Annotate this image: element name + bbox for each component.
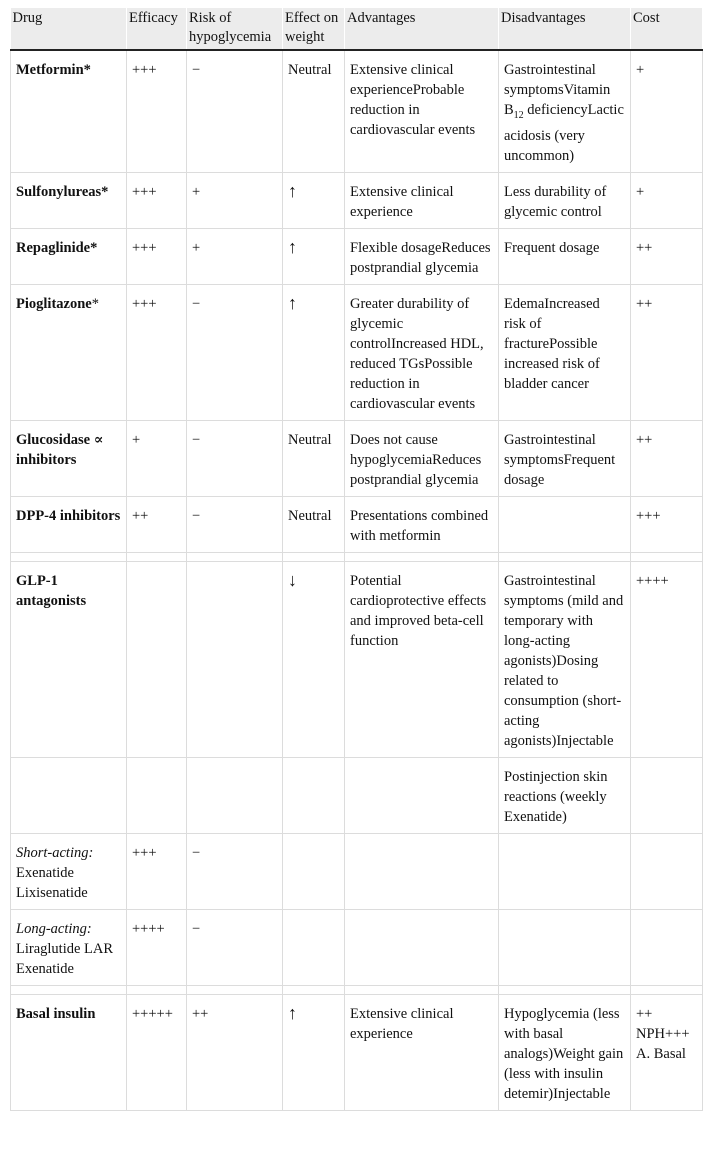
header-row xyxy=(11,8,703,50)
drug-cell: Glucosidase ∝ inhibitors xyxy=(11,420,127,496)
drug-name: Pioglitazone xyxy=(16,295,92,312)
drug-cell: Repaglinide* xyxy=(11,228,127,284)
header-hypoglycemia: Risk of hypoglycemia xyxy=(187,8,283,50)
advantages-cell: Extensive clinical experience xyxy=(345,994,499,1110)
table-row-metformin xyxy=(11,50,703,172)
table-row-pioglitazone xyxy=(11,284,703,420)
cost-cell: ++ NPH+++ A. Basal xyxy=(631,994,703,1110)
disadvantages-cell: Gastrointestinal symptomsFrequent dosage xyxy=(499,420,631,496)
weight-cell: Neutral xyxy=(283,420,345,496)
advantages-cell: Flexible dosageReduces postprandial glycemia xyxy=(345,228,499,284)
efficacy-cell xyxy=(127,561,187,757)
hypoglycemia-cell xyxy=(187,561,283,757)
table-row-glp1 xyxy=(11,561,703,757)
hypoglycemia-cell: + xyxy=(187,172,283,228)
advantages-cell: Presentations combined with metformin xyxy=(345,496,499,552)
table-row-glp1-extra xyxy=(11,757,703,833)
advantages-cell: Greater durability of glycemic controlIncreased HDL, reduced TGsPossible reduction in cardiovascular events xyxy=(345,284,499,420)
hypoglycemia-cell: + xyxy=(187,228,283,284)
hypoglycemia-cell: − xyxy=(187,496,283,552)
advantages-cell: Extensive clinical experience xyxy=(345,172,499,228)
weight-cell xyxy=(283,994,345,1110)
table-row-short-acting xyxy=(11,833,703,909)
cost-cell: ++ xyxy=(631,284,703,420)
arrow-up-icon: ↑ xyxy=(288,236,297,257)
efficacy-cell: ++ xyxy=(127,496,187,552)
efficacy-cell: ++++ xyxy=(127,909,187,985)
drug-comparison-table xyxy=(10,8,703,1111)
table-row-repaglinide xyxy=(11,228,703,284)
spacer-row xyxy=(11,985,703,994)
header-advantages: Advantages xyxy=(345,8,499,50)
advantages-cell: Does not cause hypoglycemiaReduces postprandial glycemia xyxy=(345,420,499,496)
hypoglycemia-cell: − xyxy=(187,909,283,985)
disadvantages-cell: Hypoglycemia (less with basal analogs)Weight gain (less with insulin detemir)Injectable xyxy=(499,994,631,1110)
weight-cell xyxy=(283,172,345,228)
weight-cell xyxy=(283,284,345,420)
hypoglycemia-cell: − xyxy=(187,833,283,909)
drug-cell: DPP-4 inhibitors xyxy=(11,496,127,552)
disadvantages-cell: Gastrointestinal symptoms (mild and temporary with long-acting agonists)Dosing related to consumption (short-acting agonists)Injectable xyxy=(499,561,631,757)
cost-cell: +++ xyxy=(631,496,703,552)
disadvantages-text-b: deficiencyLactic acidosis (very uncommon) xyxy=(504,102,624,164)
disadvantages-cell: Postinjection skin reactions (weekly Exenatide) xyxy=(499,757,631,833)
hypoglycemia-cell: − xyxy=(187,420,283,496)
hypoglycemia-cell: − xyxy=(187,284,283,420)
table-row-basal-insulin xyxy=(11,994,703,1110)
efficacy-cell: +++ xyxy=(127,228,187,284)
efficacy-cell: + xyxy=(127,420,187,496)
subgroup-label: Short-acting: xyxy=(16,844,94,861)
drug-cell xyxy=(11,909,127,985)
table-row-glucosidase xyxy=(11,420,703,496)
disadvantages-text-a: Gastrointestinal symptomsVitamin B xyxy=(504,62,611,118)
hypoglycemia-cell: ++ xyxy=(187,994,283,1110)
efficacy-cell: +++ xyxy=(127,833,187,909)
table-row-sulfonylureas xyxy=(11,172,703,228)
subgroup-label: Long-acting: xyxy=(16,920,92,937)
cost-cell: ++++ xyxy=(631,561,703,757)
spacer-row xyxy=(11,552,703,561)
vitamin-subscript: 12 xyxy=(513,109,524,121)
cost-cell: ++ xyxy=(631,228,703,284)
weight-cell xyxy=(283,561,345,757)
drug-cell: GLP-1 antagonists xyxy=(11,561,127,757)
header-weight: Effect on weight xyxy=(283,8,345,50)
drug-footnote-mark: * xyxy=(91,295,99,312)
subgroup-drugs: Liraglutide LAR Exenatide xyxy=(16,940,114,977)
cost-cell: ++ xyxy=(631,420,703,496)
header-cost: Cost xyxy=(631,8,703,50)
drug-cell: Basal insulin xyxy=(11,994,127,1110)
disadvantages-cell xyxy=(499,50,631,172)
disadvantages-cell xyxy=(499,496,631,552)
advantages-cell: Extensive clinical experienceProbable reduction in cardiovascular events xyxy=(345,50,499,172)
header-efficacy: Efficacy xyxy=(127,8,187,50)
table-row-long-acting xyxy=(11,909,703,985)
drug-cell xyxy=(11,833,127,909)
arrow-up-icon: ↑ xyxy=(288,180,297,201)
disadvantages-cell: Less durability of glycemic control xyxy=(499,172,631,228)
hypoglycemia-cell: − xyxy=(187,50,283,172)
drug-cell: Metformin* xyxy=(11,50,127,172)
efficacy-cell: +++++ xyxy=(127,994,187,1110)
advantages-cell: Potential cardioprotective effects and improved beta-cell function xyxy=(345,561,499,757)
header-disadvantages: Disadvantages xyxy=(499,8,631,50)
cost-cell: + xyxy=(631,50,703,172)
efficacy-cell: +++ xyxy=(127,172,187,228)
header-drug: Drug xyxy=(11,8,127,50)
efficacy-cell: +++ xyxy=(127,284,187,420)
drug-cell xyxy=(11,284,127,420)
subgroup-drugs: Exenatide Lixisenatide xyxy=(16,864,88,901)
disadvantages-cell: EdemaIncreased risk of fracturePossible increased risk of bladder cancer xyxy=(499,284,631,420)
weight-cell: Neutral xyxy=(283,50,345,172)
disadvantages-cell: Frequent dosage xyxy=(499,228,631,284)
cost-cell: + xyxy=(631,172,703,228)
efficacy-cell: +++ xyxy=(127,50,187,172)
arrow-down-icon: ↓ xyxy=(288,569,297,590)
drug-cell: Sulfonylureas* xyxy=(11,172,127,228)
table-row-dpp4 xyxy=(11,496,703,552)
weight-cell xyxy=(283,228,345,284)
weight-cell: Neutral xyxy=(283,496,345,552)
arrow-up-icon: ↑ xyxy=(288,292,297,313)
arrow-up-icon: ↑ xyxy=(288,1002,297,1023)
